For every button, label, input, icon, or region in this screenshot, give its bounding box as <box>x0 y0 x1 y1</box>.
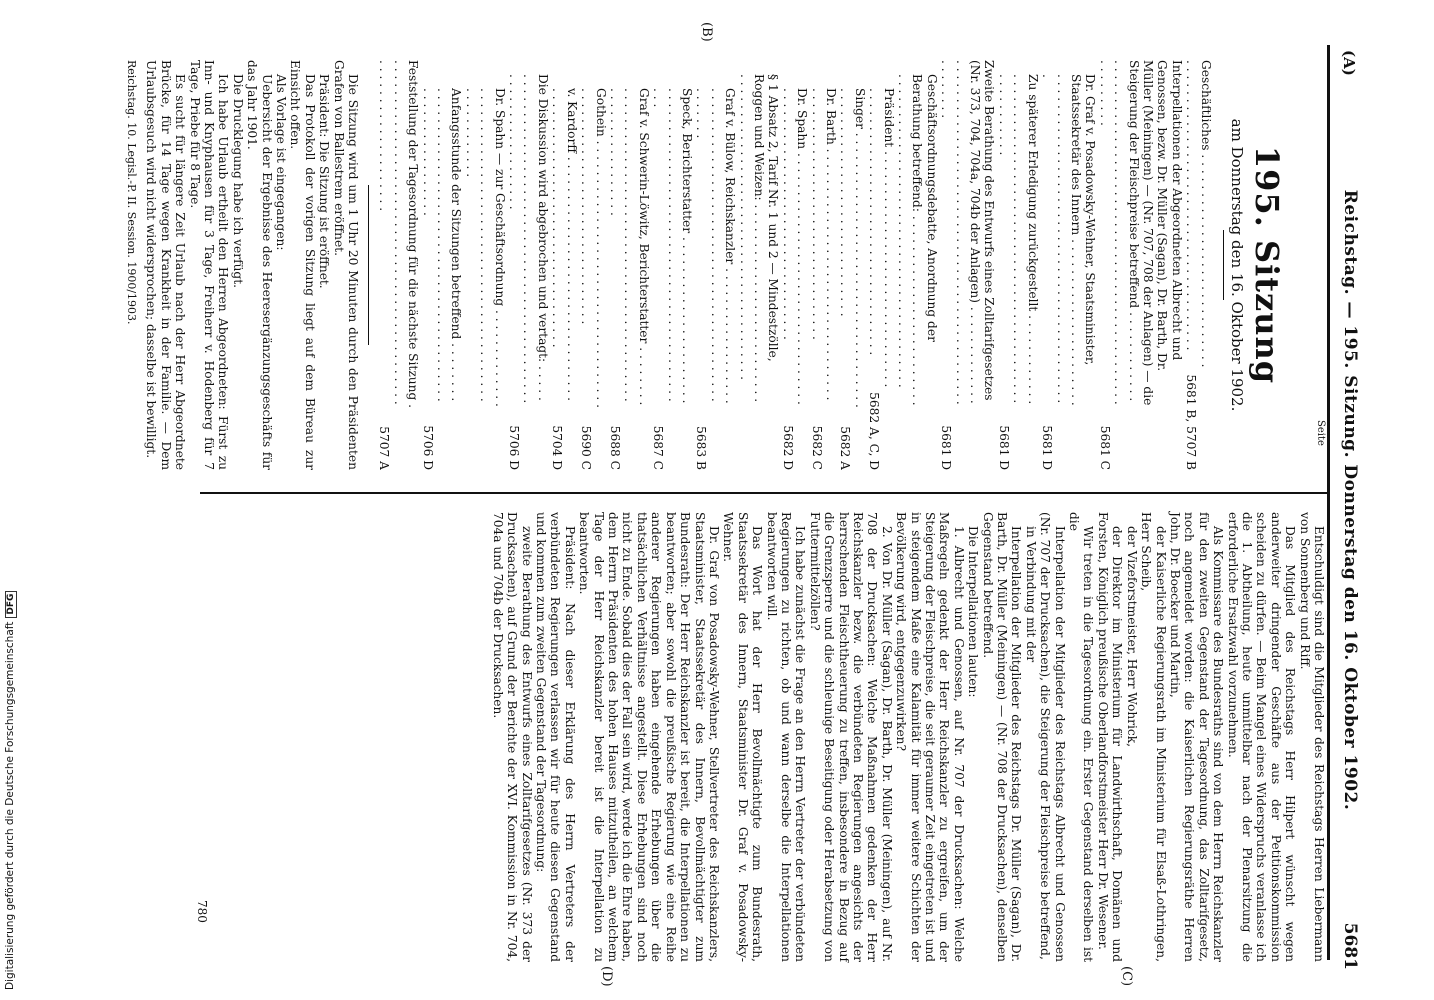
toc-entry <box>809 60 838 470</box>
toc-entry-text: Graf v. Bülow, Reichskanzler . . . <box>694 88 737 408</box>
toc-entry-page: 5681 D <box>939 425 954 470</box>
toc-entry-page: 5687 C <box>651 425 666 470</box>
toc-entry-text: Zweite Berathung des Entwurfs eines Zolltarifgesetzes (Nr. 373, 704, 704a, 704b der Anlagen) . . . <box>939 60 997 408</box>
toc-entry <box>997 60 1040 470</box>
paragraph: Ich habe Urlaub ertheilt den Herren Abgeordneten: Fürst zu Inn- und Knyphausen für 3 Tage, Freiherr v. Hodenberg für 7 Tage, Priebe für 8 Tage. <box>187 60 231 470</box>
header-left-mark: (A) <box>1340 50 1358 76</box>
header-page-number: 5681 <box>1340 922 1360 970</box>
paragraph: 1. Albrecht und Genossen, auf Nr. 707 der Drucksachen: Welche Maßregeln gedenkt der Herr Reichskanzler zu ergreifen, um der Steigerung der Fleischpreise, die seit geraumer Zeit eingetreten ist und in steigendem Maße eine Kalamität für immer weitere Schichten der Bevölkerung wird, entgegenzuwirken? <box>894 512 966 962</box>
toc-entry <box>1184 60 1213 470</box>
toc-entry <box>896 60 939 470</box>
right-column <box>490 512 1326 962</box>
toc-entry-page: 5704 D <box>550 425 565 470</box>
left-column <box>124 60 1326 470</box>
toc-entry-text: Dr. Spahn . . . <box>780 88 809 408</box>
toc-entry-text: Zu späterer Erledigung zurückgestellt . . . <box>997 74 1040 408</box>
left-footer: Reichstag. 10. Legisl.-P. II. Session. 1900/1903. <box>124 60 138 325</box>
toc-entry <box>780 60 809 470</box>
toc-entry-text: Feststellung der Tagesordnung für die nächste Sitzung . . . <box>377 60 420 408</box>
toc-entry-page: 5681 B, 5707 B <box>1184 374 1199 470</box>
toc-entry <box>867 60 896 470</box>
paragraph: Die Sitzung wird um 1 Uhr 20 Minuten durch den Präsidenten Grafen von Ballestrem eröffnet. <box>331 60 361 470</box>
toc-entry-page: 5706 D <box>507 425 522 470</box>
bottom-page-number: 780 <box>195 900 209 923</box>
session-title: 195. Sitzung <box>1248 145 1286 385</box>
toc-entry-text: Interpellationen der Abgeordneten Albrecht und Genossen, bezw. Dr. Müller (Sagan), Dr. Barth, Dr. Müller (Meiningen) — (Nr. 707, 708 der Anlagen) — die Steigerung der Fleischpreise betreffend . . . <box>1097 60 1183 408</box>
paragraph: Wir treten in die Tagesordnung ein. Erster Gegenstand derselben ist die <box>1067 512 1096 962</box>
toc-entry-page: 5688 C <box>607 425 622 470</box>
paragraph: Als Vorlage ist eingegangen: <box>274 74 288 251</box>
header-rule <box>1327 45 1330 960</box>
paragraph: Uebersicht der Ergebnisse des Heeresergänzungsgeschäfts für das Jahr 1901. <box>245 60 274 470</box>
paragraph: Präsident: Nach dieser Erklärung des Herrn Vertreters der verbündeten Regierungen verlassen wir für heute diesen Gegenstand und kommen zum zweiten Gegenstand der Tagesordnung: <box>534 512 577 962</box>
margin-mark-b: (B) <box>699 22 714 42</box>
toc-entry-page: 5681 D <box>996 425 1011 470</box>
toc-entry-text: v. Kardorff . . . <box>550 88 579 408</box>
title-rule <box>1223 230 1224 300</box>
toc-entry <box>737 60 780 470</box>
toc-entry <box>420 60 463 470</box>
paragraph: Das Wort hat der Herr Bevollmächtigte zum Bundesrath, Staatssekretär des Innern, Staatsminister Dr. Graf v. Posadowsky-Wehner. <box>721 512 765 962</box>
paragraph: Als Kommissare des Bundesraths sind von dem Herrn Reichskanzler für den zweiten Gegenstand der Tagesordnung, das Zolltarifgesetz, noch angemeldet worden: die Kaiserlichen Regierungsräthe Herren John, Dr. Boecker und Martin, <box>1167 512 1226 962</box>
toc-entry-page: 5682 A <box>838 426 853 470</box>
toc-entry-text: Graf v. Schwerin-Löwitz, Berichterstatter . . . <box>608 88 651 408</box>
toc-rule <box>368 185 369 345</box>
paragraph: Interpellation der Mitglieder des Reichstags Albrecht und Genossen (Nr. 707 der Drucksachen), die Steigerung der Fleischpreise betreffend, <box>1038 512 1067 962</box>
toc-entry-page: 5683 B <box>694 426 709 470</box>
toc-entry-page: 5707 A <box>377 426 392 470</box>
session-date: am Donnerstag den 16. Oktober 1902. <box>1228 118 1246 412</box>
toc-entry <box>694 60 737 470</box>
toc-entry <box>1040 60 1098 470</box>
toc-entry-page: 5682 A, C, D <box>867 392 882 470</box>
toc-entry-page: 5690 C <box>579 425 594 470</box>
paragraph: zweite Berathung des Entwurfs eines Zolltarifgesetzes (Nr. 373 der Drucksachen), auf Grund der Berichte der XVI. Kommission in Nr. 704, 704a und 704b der Drucksachen. <box>490 512 534 962</box>
paragraph: 2. Von Dr. Müller (Sagan), Dr. Barth, Dr. Müller (Meiningen), auf Nr. 708 der Drucksachen: Welche Maßnahmen gedenken der Herr Reichskanzler bezw. die verbündeten Regierungen angesichts der herrschenden Fleischtheuerung zu treffen, insbesondere in Bezug auf die Grenzsperre und die schleunige Beseitigung oder Herabsetzung von Futtermittelzöllen? <box>807 512 894 962</box>
toc-entry <box>377 60 420 470</box>
toc-entry-page: 5682 D <box>780 425 795 470</box>
toc-entry <box>608 60 651 470</box>
paragraph: der Kaiserliche Regierungsrath im Ministerium für Elsaß-Lothringen, Herr Scheib, <box>1139 512 1168 962</box>
toc-entry-text: Speck, Berichterstatter . . . <box>651 88 694 408</box>
credit-text: Digitalisierung gefördert durch die Deutsche Forschungsgemeinschaft <box>4 621 16 990</box>
seite-label: Seite <box>1315 420 1326 446</box>
toc-entry <box>579 60 608 470</box>
toc-entry <box>939 60 997 470</box>
paragraph: Entschuldigt sind die Mitglieder des Reichstags Herren Liebermann von Sonnenberg und Riff. <box>1297 512 1326 962</box>
toc-entry-text: Geschäftsordnungsdebatte, Anordnung der Berathung betreffend: . . . <box>896 74 939 408</box>
paragraph: in Verbindung mit der <box>1023 526 1038 663</box>
paragraph: Dr. Graf von Posadowsky-Wehner, Stellvertreter des Reichskanzlers, Staatsminister, Staatssekretär des Innern, Bevollmächtigter zum Bundesrath: Der Herr Reichskanzler ist bereit, die Interpellationen zu beantworten; aber sowohl die preußische Regierung wie eine Reihe anderer Regierungen haben eingehende Erhebungen über die thatsächlichen Verhältnisse angestellt. Diese Erhebungen sind noch nicht zu Ende. Sobald dies der Fall sein wird, werde ich die Ehre haben, dem Herrn Präsidenten des hohen Hauses mitzutheilen, an welchem Tage der Herr Reichskanzler bereit ist die Interpellation zu beantworten. <box>577 512 721 962</box>
paragraph: Die Drucklegung habe ich verfügt. <box>230 74 245 289</box>
running-header <box>1334 30 1364 970</box>
toc-entry <box>550 60 579 470</box>
toc-entry-page: 5681 C <box>1097 425 1112 470</box>
toc-entry <box>651 60 694 470</box>
toc-entry-text: Dr. Spahn — zur Geschäftsordnung . . . <box>463 88 506 408</box>
toc-entry <box>838 60 867 470</box>
margin-mark-d: (D) <box>599 966 614 987</box>
toc-entry-text: Gothein . . . <box>579 88 608 408</box>
paragraph: der Vizeforstmeister, Herr Wohrick, <box>1124 526 1139 747</box>
toc-entry-page: 5706 D <box>420 425 435 470</box>
paragraph: Das Protokoll der vorigen Sitzung liegt auf dem Büreau zur Einsicht offen. <box>288 60 317 470</box>
paragraph: Es sucht für längere Zeit Urlaub nach der Herr Abgeordnete Brücke, für 14 Tage wegen Krankheit in der Familie. — Dem Urlaubsgesuch wird nicht widersprochen; dasselbe ist bewilligt. <box>144 60 188 470</box>
toc-entry-page: 5682 C <box>809 425 824 470</box>
table-of-contents <box>377 60 1213 470</box>
toc-entry-text: Die Diskussion wird abgebrochen und vertagt: . . . <box>507 74 550 408</box>
toc-entry <box>1097 60 1183 470</box>
paragraph: Interpellation der Mitglieder des Reichstags Dr. Müller (Sagan), Dr. Barth, Dr. Müller (Meiningen) — (Nr. 708 der Drucksachen), denselben Gegenstand betreffend. <box>980 512 1024 962</box>
toc-entry-page: 5681 D <box>1040 425 1055 470</box>
toc-entry-text: Geschäftliches . . . <box>1184 60 1213 371</box>
margin-mark-c: (C) <box>1119 966 1134 987</box>
toc-entry-text: § 1 Absatz 2, Tarif Nr. 1 und 2 — Mindestzölle, Roggen und Weizen: . . . <box>737 74 780 408</box>
paragraph: Das Mitglied des Reichstags Herr Hilpert wünscht wegen anderweiter dringender Geschäfte aus der Petitionskommission scheiden zu dürfen. — Beim Mangel eines Widerspruchs veranlasse ich die 1. Abtheilung, heute unmittelbar nach der Plenarsitzung die erforderliche Ersatzwahl vorzunehmen. <box>1225 512 1298 962</box>
paragraph: Ich habe zunächst die Frage an den Herrn Vertreter der verbündeten Regierungen zu richten, ob und wann derselbe die Interpellationen beantworten will. <box>764 512 808 962</box>
dfg-logo: DFG <box>5 591 17 618</box>
toc-entry-text: Dr. Barth . . . <box>809 88 838 408</box>
toc-entry <box>463 60 506 470</box>
column-divider <box>200 492 1330 494</box>
header-title: Reichstag. — 195. Sitzung. Donnerstag den 16. Oktober 1902. <box>1340 189 1360 811</box>
paragraph: Die Interpellationen lauten: <box>966 526 981 698</box>
toc-entry-text: Präsident . . . <box>867 88 896 388</box>
toc-entry <box>507 60 550 470</box>
paragraph: der Direktor im Ministerium für Landwirthschaft, Domänen und Forsten, Königlich preußische Oberlandforstmeister Herr Dr. Wesener. <box>1095 512 1125 962</box>
toc-entry-text: Anfangsstunde der Sitzungen betreffend . . . <box>420 88 463 408</box>
left-paragraphs <box>144 60 360 470</box>
paragraph: Präsident: Die Sitzung ist eröffnet. <box>317 74 332 289</box>
right-paragraphs <box>490 512 1326 962</box>
toc-entry-text: Dr. Graf v. Posadowsky-Wehner, Staatsminister, Staatssekretär des Innern . . . <box>1040 74 1098 408</box>
toc-entry-text: Singer . . . <box>838 88 867 408</box>
